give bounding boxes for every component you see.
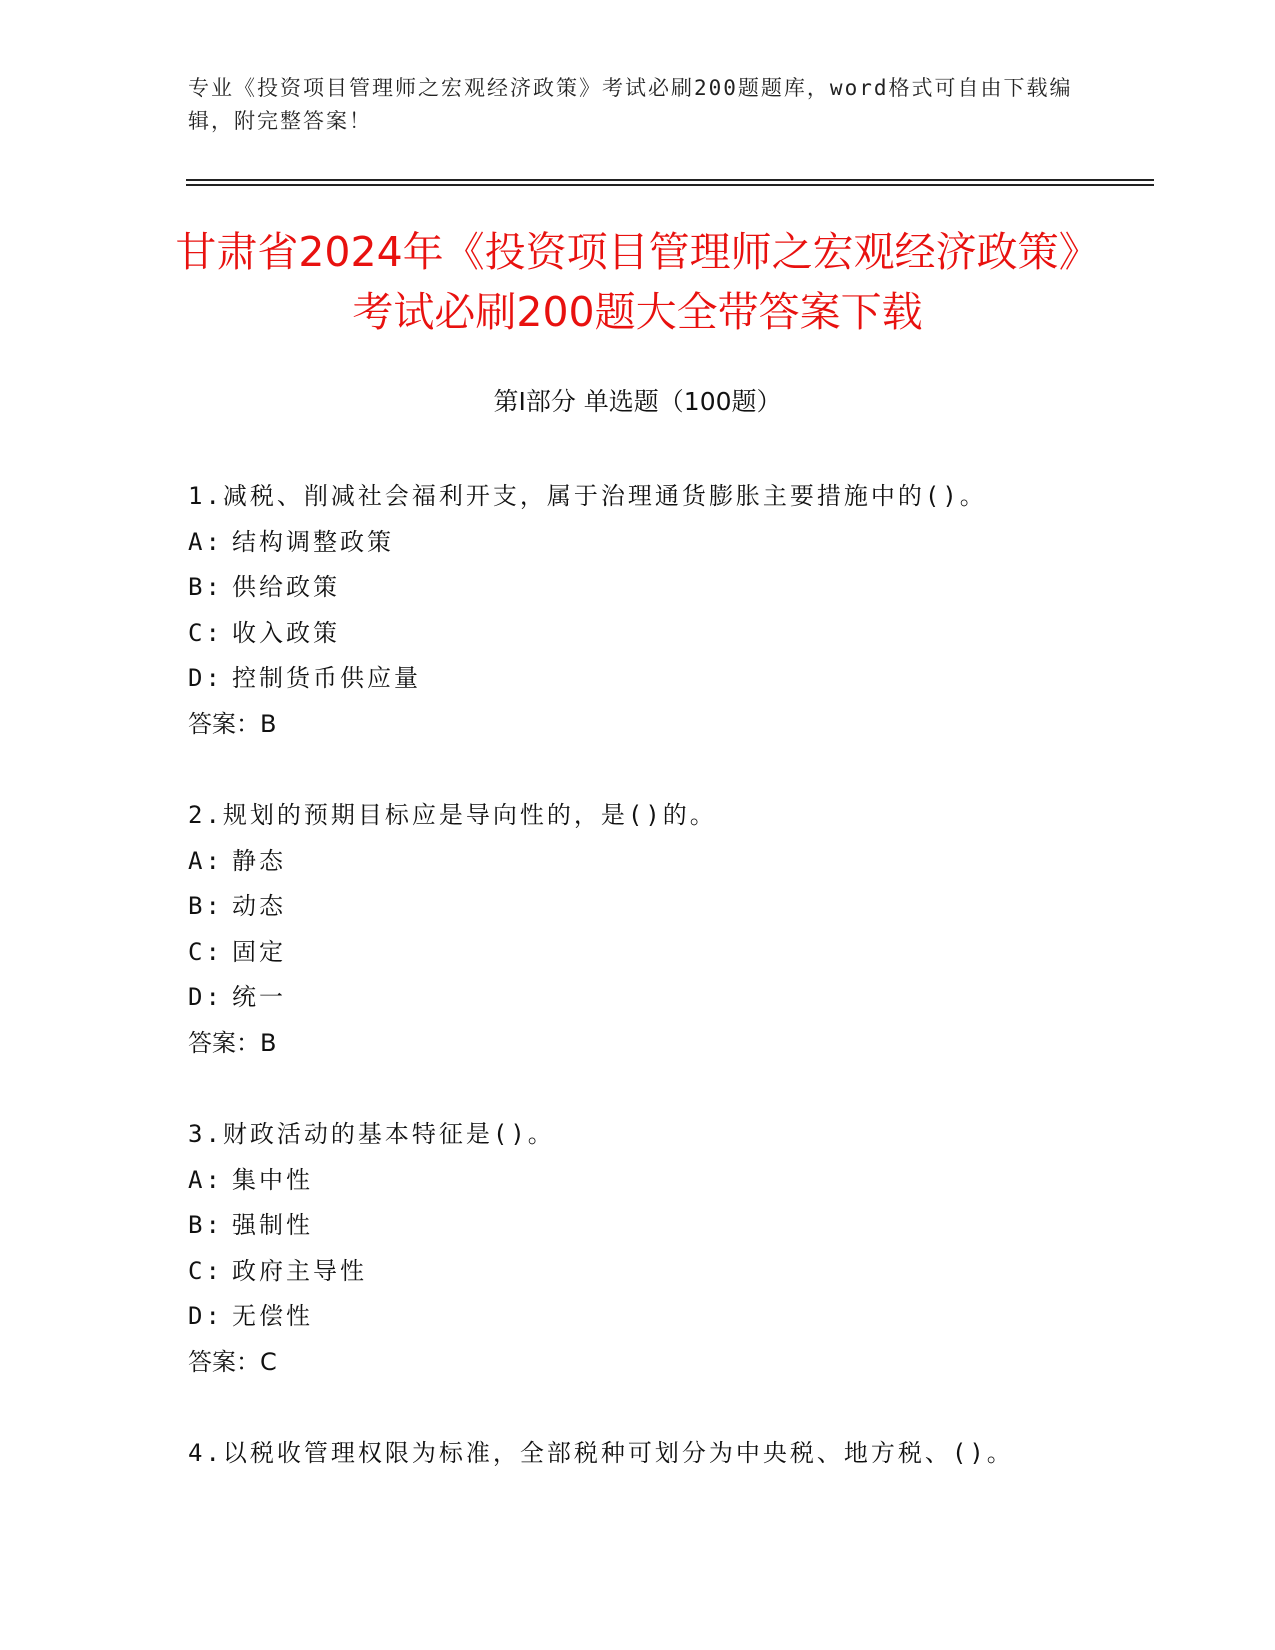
question-option [188, 1158, 1148, 1204]
question-option [188, 930, 1148, 976]
answer-value: C [260, 1347, 277, 1376]
question-option [188, 884, 1148, 930]
option-text: 固定 [232, 937, 286, 966]
answer-value: B [260, 1028, 277, 1057]
option-key: A: [188, 1165, 223, 1194]
question-2 [188, 793, 1148, 1066]
section-title: 第Ⅰ部分 单选题（100题） [493, 387, 782, 416]
question-4 [188, 1431, 1148, 1477]
option-text: 强制性 [232, 1211, 313, 1239]
option-text: 动态 [232, 892, 286, 920]
question-option [188, 565, 1148, 611]
question-option [188, 839, 1148, 885]
question-option [188, 1249, 1148, 1295]
option-text: 供给政策 [232, 573, 340, 601]
question-stem: 2.规划的预期目标应是导向性的，是()的。 [188, 801, 717, 829]
option-key: D: [188, 1302, 223, 1330]
option-text: 集中性 [232, 1165, 313, 1194]
option-key: C: [188, 618, 223, 647]
answer-label: 答案： [188, 1028, 260, 1057]
question-option [188, 656, 1148, 702]
question-stem: 3.财政活动的基本特征是()。 [188, 1120, 555, 1148]
header-divider-bottom [186, 184, 1154, 186]
option-text: 政府主导性 [232, 1256, 367, 1285]
question-option [188, 1203, 1148, 1249]
answer-value: B [260, 709, 277, 738]
option-text: 统一 [232, 983, 286, 1011]
question-option [188, 611, 1148, 657]
answer-line [188, 1021, 1148, 1067]
option-text: 结构调整政策 [232, 527, 394, 556]
option-key: D: [188, 664, 223, 692]
header-note: 专业《投资项目管理师之宏观经济政策》考试必刷200题题库，word格式可自由下载编辑，附完整答案！ [188, 76, 1073, 133]
option-key: D: [188, 983, 223, 1011]
question-stem: 4.以税收管理权限为标准，全部税种可划分为中央税、地方税、()。 [188, 1439, 1014, 1467]
option-text: 静态 [232, 846, 286, 875]
question-option [188, 1294, 1148, 1340]
option-text: 控制货币供应量 [232, 664, 421, 692]
answer-line [188, 1340, 1148, 1386]
answer-line [188, 702, 1148, 748]
answer-label: 答案： [188, 709, 260, 738]
question-list [188, 474, 1148, 1523]
question-stem: 1.减税、削减社会福利开支，属于治理通货膨胀主要措施中的()。 [188, 482, 987, 510]
option-text: 收入政策 [232, 618, 340, 647]
answer-label: 答案： [188, 1347, 260, 1376]
option-key: A: [188, 527, 223, 556]
option-key: C: [188, 937, 223, 966]
header-divider-top [186, 179, 1154, 181]
option-key: A: [188, 846, 223, 875]
option-key: C: [188, 1256, 223, 1285]
document-title: 甘肃省2024年《投资项目管理师之宏观经济政策》考试必刷200题大全带答案下载 [175, 228, 1100, 336]
option-key: B: [188, 573, 223, 601]
option-key: B: [188, 1211, 223, 1239]
option-text: 无偿性 [232, 1302, 313, 1330]
option-key: B: [188, 892, 223, 920]
question-option [188, 975, 1148, 1021]
question-option [188, 520, 1148, 566]
question-3 [188, 1112, 1148, 1385]
question-1 [188, 474, 1148, 747]
